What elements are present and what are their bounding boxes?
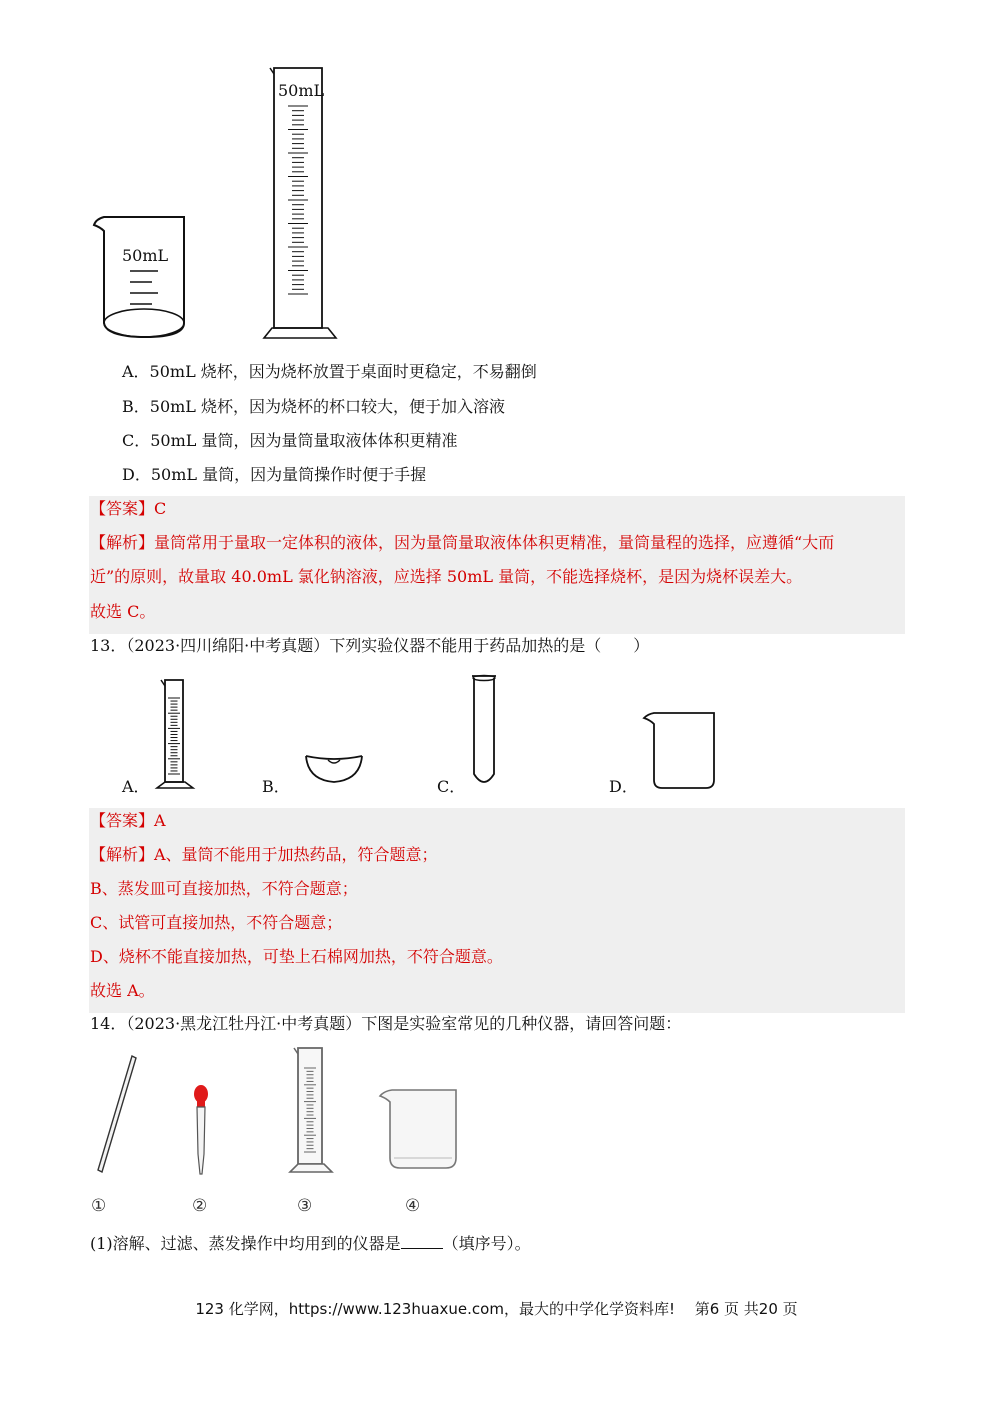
- q13-option-label-c: C．: [437, 777, 466, 796]
- cylinder-label: 50mL: [278, 81, 325, 100]
- q14-sub1-suffix: （填序号）。: [442, 1234, 531, 1253]
- q12-option-a: A．50mL 烧杯，因为烧杯放置于桌面时更稳定，不易翻倒: [122, 362, 537, 381]
- q14-stem: 14．（2023·黑龙江牡丹江·中考真题）下图是实验室常见的几种仪器，请回答问题：: [90, 1014, 682, 1033]
- q13-stem: 13．（2023·四川绵阳·中考真题）下列实验仪器不能用于药品加热的是（ ）: [90, 636, 650, 655]
- q13-analysis-line-1: 【解析】A、量筒不能用于加热药品，符合题意；: [90, 845, 438, 864]
- q12-option-b: B．50mL 烧杯，因为烧杯的杯口较大，便于加入溶液: [122, 397, 506, 416]
- instrument-number-4: ④: [405, 1196, 421, 1216]
- beaker-figure-50ml: [90, 215, 190, 345]
- beaker-small-figure: [380, 1088, 460, 1172]
- instrument-number-2: ②: [192, 1196, 208, 1216]
- q12-option-d: D．50mL 量筒，因为量筒操作时便于手握: [122, 465, 427, 484]
- q12-answer: 【答案】C: [90, 499, 167, 518]
- q13-option-label-d: D．: [609, 777, 638, 796]
- q12-analysis-line-1: 【解析】量筒常用于量取一定体积的液体，因为量筒量取液体体积更精准，量筒量程的选择，应遵循“大而: [90, 533, 835, 552]
- q12-analysis-line-3: 故选 C。: [90, 602, 156, 621]
- q13-option-label-a: A．: [122, 777, 150, 796]
- q12-answer-box: [89, 496, 905, 634]
- q13-analysis-line-5: 故选 A。: [90, 981, 155, 1000]
- instrument-number-1: ①: [91, 1196, 107, 1216]
- instrument-number-3: ③: [297, 1196, 313, 1216]
- beaker-label: 50mL: [122, 246, 169, 265]
- q12-option-c: C．50mL 量筒，因为量筒量取液体体积更精准: [122, 431, 458, 450]
- glass-rod-figure: [94, 1054, 140, 1176]
- q12-analysis-line-2: 近”的原则，故量取 40.0mL 氯化钠溶液，应选择 50mL 量筒，不能选择烧杯，是因为烧杯误差大。: [90, 567, 803, 586]
- answer-blank[interactable]: [401, 1234, 443, 1249]
- page-footer: 123 化学网，https://www.123huaxue.com，最大的中学化学资料库! 第6 页 共20 页: [195, 1300, 798, 1318]
- q13-answer-box: [89, 808, 905, 1013]
- q14-subquestion-1: [90, 1234, 531, 1254]
- q13-analysis-line-3: C、试管可直接加热，不符合题意；: [90, 913, 343, 932]
- q13-analysis-line-4: D、烧杯不能直接加热，可垫上石棉网加热，不符合题意。: [90, 947, 503, 966]
- q13-answer: 【答案】A: [90, 811, 166, 830]
- beaker-figure: [644, 712, 718, 792]
- q13-option-label-b: B．: [262, 777, 290, 796]
- q13-analysis-line-2: B、蒸发皿可直接加热，不符合题意；: [90, 879, 358, 898]
- evaporating-dish-figure: [304, 752, 364, 788]
- dropper-figure: [191, 1084, 211, 1176]
- graduated-cylinder-figure-50ml: [262, 64, 342, 340]
- graduated-cylinder-small-figure: [290, 1046, 332, 1174]
- graduated-cylinder-figure: [155, 678, 195, 790]
- q14-sub1-text: (1)溶解、过滤、蒸发操作中均用到的仪器是: [90, 1234, 401, 1253]
- test-tube-figure: [470, 674, 498, 786]
